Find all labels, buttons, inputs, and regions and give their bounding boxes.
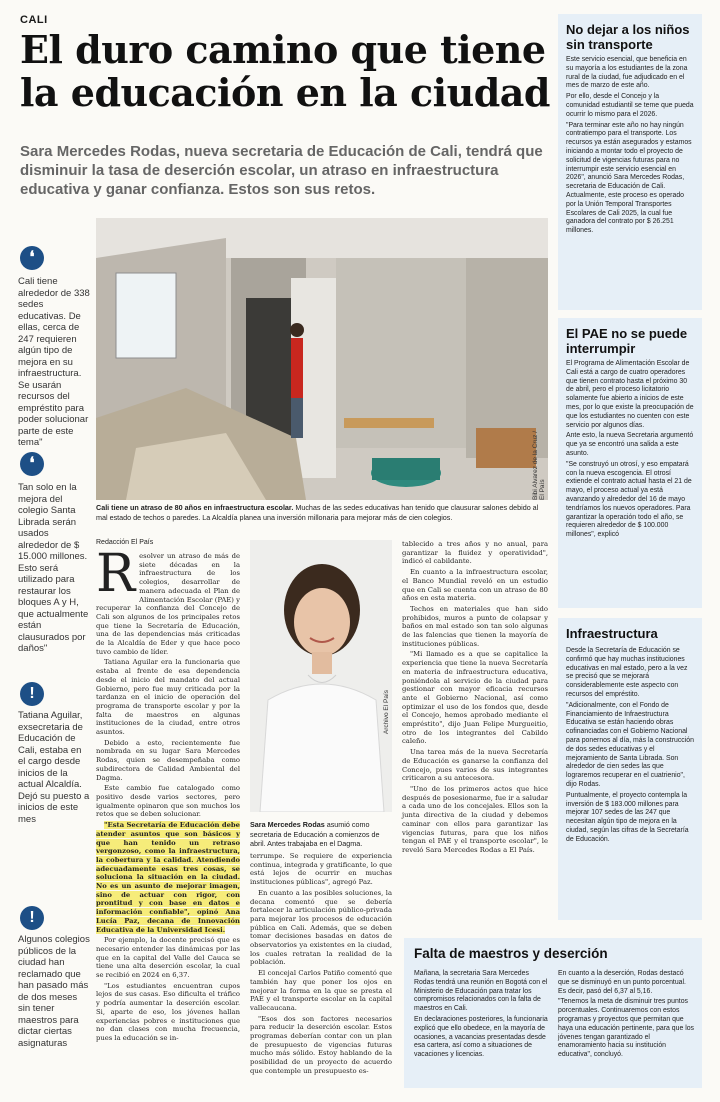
sidebar-left-item-1 — [20, 246, 44, 270]
sidebar-left-item-3 — [20, 682, 44, 706]
portrait-caption-rest: asumió como secretaria de Educación a comienzos de abril. Antes trabajaba en el Dagma. — [250, 820, 380, 848]
col2-p2: En cuanto a las posibles soluciones, la decana comentó que se debería fortalecer la articulación público-privada para mejorar los procesos de educación pública en Cali. Además, que se deben tomar decisiones basadas en datos de observatorios ya existentes en la ciudad, los cuales retratan la realidad de la población. — [250, 888, 392, 967]
caption-rest: Muchas de las sedes educativas han tenido que clausurar salones debido al mal estado de techos o paredes. La Alcaldía planea una inversión millonaria para mejorar más de cien colegios. — [96, 503, 539, 522]
col3-p2: En cuanto a la infraestructura escolar, el Banco Mundial reveló en un estudio que en Cali se cuenta con un atraso de 80 años en esta materia. — [402, 568, 548, 603]
box-title: Infraestructura — [566, 626, 658, 641]
sidebar-left-text-3: Tatiana Aguilar, exsecretaria de Educación de Cali, estaba en el cargo desde inicios de la actual Alcaldía. Dejó su puesto a inicios de este mes — [18, 710, 90, 825]
box-pae — [558, 318, 702, 608]
sidebar-left-text-4: Algunos colegios públicos de la ciudad han reclamado que han pasado más de dos meses sin tener maestros para dictar ciertas asignaturas — [18, 934, 90, 1049]
box-text: Puntualmente, el proyecto contempla la inversión de $ 183.000 millones para mejorar 107 sedes de las 247 que necesitan algún tipo de mejora en la ciudad, según las cifras de la Secretaría de Educación. — [566, 791, 689, 843]
portrait-credit: Archivo El País — [383, 690, 390, 735]
box-transporte — [558, 14, 702, 310]
portrait-photo — [250, 540, 392, 812]
caption-bold: Cali tiene un atraso de 80 años en infraestructura escolar. — [96, 503, 294, 512]
col2-p4: "Esos dos son factores necesarios para reducir la deserción escolar. Estos programas deberían contar con un plan de presupuesto de vigencias futuras mucho más sólido. Estoy hablando de la posibilidad de un proyecto de acuerdo que contemple un presupuesto es- — [250, 1014, 392, 1075]
col3-p3: Techos en materiales que han sido prohibidos, muros a punto de colapsar y baños en mal estado son tan solo algunas de las falencias que tienen la mayoría de instituciones públicas. — [402, 604, 548, 648]
box-text: En cuanto a la deserción, Rodas destacó que se disminuyó en un punto porcentual. Es decir, pasó del 6,37 al 5,16. — [558, 970, 686, 995]
col1-p2: Tatiana Aguilar era la funcionaria que estaba al frente de esa dependencia desde el inicio del mandato del actual Gobierno, pero fue muy criticada por la tardanza en el inicio de operación del programa de transporte escolar y por la falta de maestros en algunas instituciones de la ciudad, entre otros asuntos. — [96, 658, 240, 737]
quote-icon: ❛ — [20, 452, 44, 476]
box-infraestructura — [558, 618, 702, 920]
box-text: Ante esto, la nueva Secretaria argumentó que ya se encontró una salida a este asunto. — [566, 432, 694, 457]
col1-p5: Por ejemplo, la docente precisó que es necesario entender las dinámicas por las que en la capital del Valle del Cauca se tiene una alta deserción escolar, la cual se recibió en 2024 en 6,37. — [96, 936, 240, 980]
box-text: Por ello, desde el Concejo y la comunidad estudiantil se teme que pueda ocurrir lo mismo para el 2026. — [566, 93, 694, 118]
portrait-caption — [250, 820, 392, 849]
article-col-1 — [96, 544, 240, 1045]
subhead: Sara Mercedes Rodas, nueva secretaria de Educación de Cali, tendrá que disminuir la tasa de deserción escolar, un atraso en infraestructura educativa y ganar confianza. Estos son sus retos. — [20, 143, 543, 198]
box-text: "Adicionalmente, con el Fondo de Financiamiento de Infraestructura Educativa se están haciendo obras cofinanciadas con el Gobierno Nacional para ponernos al día, más la construcción de dos sedes educativas y el mejoramiento de Santa Librada. Son alrededor de cien sedes las que lograremos recuperar en el cuatrienio", dijo Rodas. — [566, 701, 694, 788]
col1-p3: Debido a esto, recientemente fue nombrada en su lugar Sara Mercedes Rodas, quien se desempeñaba como subdirectora de Calidad Ambiental del Dagma. — [96, 738, 240, 782]
col3-p6: "Uno de los primeros actos que hice después de posesionarme, fue ir a saludar a cada uno de los concejales. Ellos son la junta directiva de la ciudad y debemos caminar con ellos para garantizar las vigencias futuras, para que los niños tengan el PAE y el transporte escolar", le reveló Sara Mercedes Rodas a El País. — [402, 784, 548, 854]
byline: Redacción El País — [96, 539, 154, 546]
section-label: CALI — [20, 14, 48, 26]
col1-lead: esolver un atraso de más de siete décadas en la infraestructura de los colegios, desarrollar de manera adecuada el Plan de Alimentación Escolar (PAE) y recuperar la confianza del Concejo de Cali son algunos de los principales retos que tiene la Secretaría de Educación, una de las dependencias más criticadas de la Alcaldía de Eder y que hace poco tuvo cambio de líder. — [96, 552, 240, 656]
highlighted-quote: "Esta Secretaría de Educación debe atender asuntos que son básicos y que han tenido un retraso vergonzoso, como la infraestructura, la cobertura y la calidad. Atendiendo adecuadamente esas tres cosas, se soluciona la situación en la ciudad. No es un asunto de mejorar imagen, sino de actuar con rigor, con prontitud y con base en datos e información confiable", opinó Ana Lucía Paz, decana de Innovación Educativa de la Universidad Icesi. — [96, 821, 240, 934]
col3-p4: "Mi llamado es a que se capitalice la experiencia que tiene la nueva Secretaría en materia de infraestructura educativa, poniéndola al servicio de la ciudad para gestionar con mayor eficacia recursos ante el Gobierno Nacional, así como optimizar el uso de los fondos que, desde el Concejo, hemos aprobado mediante el empréstito", dijo Juan Felipe Murgueitio, otro de los integrantes del Cabildo caleño. — [402, 650, 548, 746]
col3-p5: Una tarea más de la nueva Secretaría de Educación es ganarse la confianza del Concejo, pues varios de sus integrantes criticaron a su antecesora. — [402, 748, 548, 783]
col2-p1: terrumpe. Se requiere de experiencia continua, integrada y gratificante, lo que está lejos de ocurrir en muchas instituciones públicas", agregó Paz. — [250, 852, 392, 887]
article-col-2 — [250, 852, 392, 1078]
sidebar-left-item-4 — [20, 906, 44, 930]
main-photo-caption — [96, 503, 548, 522]
portrait-caption-bold: Sara Mercedes Rodas — [250, 820, 325, 829]
box-title: El PAE no se puede interrumpir — [566, 326, 688, 356]
box-text: En declaraciones posteriores, la funcionaria explicó que ello obedece, en la mayoría de ocasiones, a vacancias presentadas desde esa cartera, así como a situaciones de vacaciones y licencias. — [414, 1015, 548, 1059]
sidebar-left-text-2: Tan solo en la mejora del colegio Santa Librada serán usados alrededor de $ 15.000 millones. Esto será utilizado para restaurar los bloques A y H, que actualmente están clausurados por daños" — [18, 482, 89, 654]
main-photo — [96, 218, 548, 500]
col1-p4: Este cambio fue catalogado como positivo desde varios sectores, pero igualmente opinaron que son muchos los retos que se deben solucionar. — [96, 784, 240, 819]
box-title: Falta de maestros y deserción — [414, 946, 608, 961]
dropcap: R — [96, 544, 136, 604]
box-text: Mañana, la secretaria Sara Mercedes Rodas tendrá una reunión en Bogotá con el Ministerio de Educación para tratar los compromisos relacionados con la falta de maestros en Cali. — [414, 970, 548, 1013]
box-title: No dejar a los niños sin transporte — [566, 22, 690, 52]
headline: El duro camino que tiene la educación en la ciudad — [20, 27, 550, 115]
box-text: Este servicio esencial, que beneficia en su mayoría a los estudiantes de la zona rural de la ciudad, fue adjudicado en el mes de marzo de este año. — [566, 56, 688, 90]
exclamation-icon: ! — [20, 682, 44, 706]
box-text: El Programa de Alimentación Escolar de Cali está a cargo de cuatro operadores que tienen contrato hasta el próximo 30 de abril, pero el proceso licitatorio solamente fue abierto a inicios de este mes, por lo que existe la preocupación de que los estudiantes no cuenten con este servicio por algunos días. — [566, 360, 694, 429]
box-text: "Se construyó un otrosí, y eso empatará con la nueva escogencia. El otrosí extiende el contrato actual hasta el 21 de mayo, el proceso actual ya está avanzando y alrededor del 16 de mayo tendríamos los nuevos operadores. Para garantizar la operación todo el año, se requieren alrededor de $ 100.000 millones", explicó — [566, 460, 692, 539]
quote-icon: ❛ — [20, 246, 44, 270]
article-col-3 — [402, 540, 548, 857]
col2-p3: El concejal Carlos Patiño comentó que también hay que poner los ojos en mejorar la forma en la que se presta el PAE y el transporte escolar en la capital vallecaucana. — [250, 969, 392, 1012]
box-text: "Tenemos la meta de disminuir tres puntos porcentuales. Continuaremos con estos programas y proyectos que permitan que haya una educación pertinente, para que los jóvenes tengan garantizado el enamoramiento hacia su institución educativa", concluyó. — [558, 998, 694, 1059]
photo-credit: Bibi Alvarez de la Cruz / El País — [532, 430, 546, 500]
sidebar-left-text-1: Cali tiene alrededor de 338 sedes educativas. De ellas, cerca de 247 requieren algún tipo de mejora en su infraestructura. Se usarán recursos del empréstito para poder solucionar parte de este tema" — [18, 276, 90, 448]
sidebar-left-item-2 — [20, 452, 44, 476]
box-maestros — [404, 938, 702, 1088]
exclamation-icon: ! — [20, 906, 44, 930]
col3-p1: tablecido a tres años y no anual, para garantizar la fluidez y operatividad", indicó el cabildante. — [402, 540, 548, 566]
box-text: "Para terminar este año no hay ningún contratiempo para el transporte. Los recursos ya están asegurados y estamos iniciando a montar todo el proyecto de solicitud de vigencias futuras para no interrumpir este servicio esencial en 2026", anunció Sara Mercedes Rodas, secretaria de Educación de Cali. Actualmente, este proceso es operado por la Unión Temporal Transportes Escolares de Cali 2025, la cual fue ganadora del contrato por $ 26.251 millones. — [566, 121, 692, 235]
box-text: Desde la Secretaría de Educación se confirmó que hay muchas instituciones educativas en mal estado, pero a la vez se precisó que se mejorará considerablemente este aspecto con recursos del empréstito. — [566, 647, 688, 698]
col1-p6: "Los estudiantes encuentran cupos lejos de sus casas. Eso dificulta el tráfico y podría aumentar la deserción escolar. Si, aparte de eso, los jóvenes hallan experiencias pobres e instituciones que no dan clases con mucha frecuencia, pues la educación se in- — [96, 981, 240, 1042]
